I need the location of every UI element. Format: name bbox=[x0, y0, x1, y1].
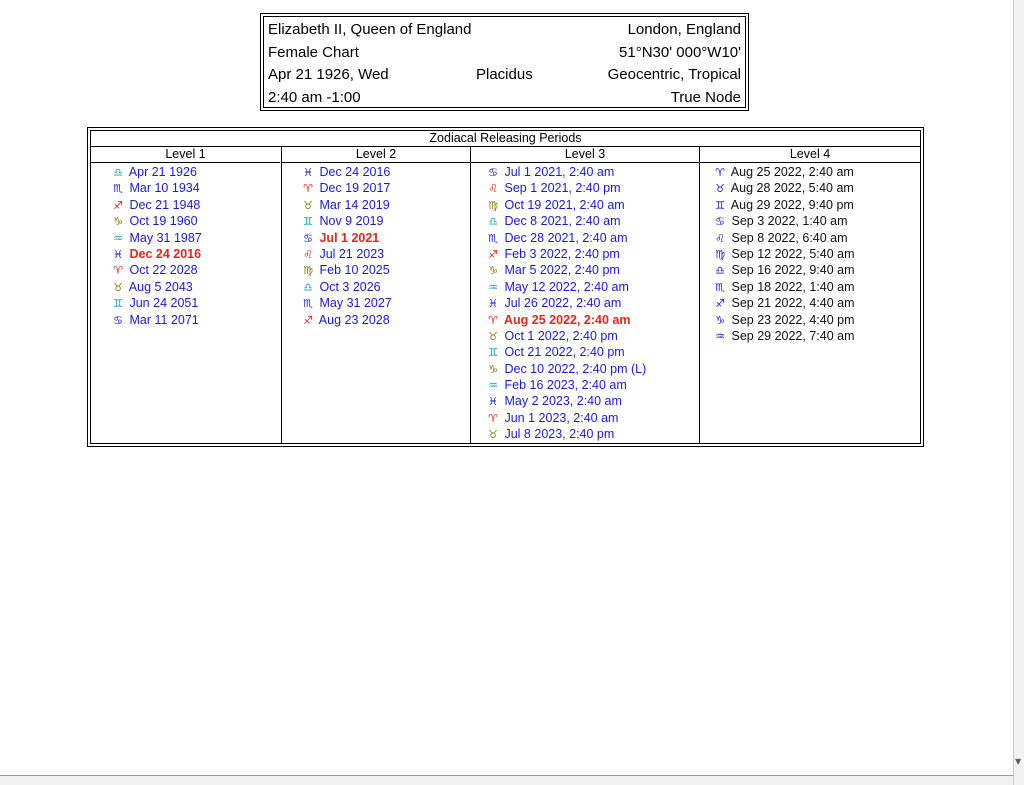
period-row bbox=[471, 426, 699, 442]
zodiac-sign-icon: ♉ bbox=[488, 329, 498, 343]
level-3-column bbox=[470, 147, 699, 443]
zodiac-type: Geocentric, Tropical bbox=[607, 66, 741, 83]
zodiac-sign-icon: ♌ bbox=[488, 182, 498, 196]
zodiac-sign-icon: ♍ bbox=[715, 247, 725, 261]
period-row bbox=[700, 295, 920, 311]
period-start-date: Dec 24 2016 bbox=[129, 246, 202, 261]
period-start-date: Feb 16 2023, 2:40 am bbox=[504, 378, 627, 393]
zodiac-sign-icon: ♋ bbox=[488, 166, 498, 179]
zodiac-sign-icon: ♎ bbox=[715, 264, 725, 278]
period-start-date: Jul 1 2021, 2:40 am bbox=[504, 165, 615, 179]
period-start-date: Jun 1 2023, 2:40 am bbox=[504, 410, 619, 425]
period-row bbox=[471, 197, 699, 213]
zodiac-sign-icon: ♐ bbox=[303, 313, 313, 327]
period-row bbox=[282, 295, 470, 311]
period-start-date: Mar 10 1934 bbox=[129, 181, 200, 196]
period-row bbox=[91, 262, 280, 278]
vertical-scrollbar[interactable] bbox=[1013, 0, 1024, 785]
level-2-header: Level 2 bbox=[282, 147, 470, 163]
zodiac-sign-icon: ♊ bbox=[303, 215, 313, 229]
period-start-date: Jul 8 2023, 2:40 pm bbox=[504, 427, 615, 442]
zodiac-sign-icon: ♉ bbox=[488, 428, 498, 442]
level-3-header: Level 3 bbox=[471, 147, 699, 163]
level-1-header: Level 1 bbox=[91, 147, 280, 163]
period-start-date: Sep 8 2022, 6:40 am bbox=[731, 230, 848, 245]
period-row bbox=[91, 213, 280, 229]
period-row bbox=[700, 246, 920, 262]
period-row bbox=[282, 262, 470, 278]
period-row bbox=[471, 246, 699, 262]
period-row bbox=[282, 164, 470, 180]
zodiac-sign-icon: ♊ bbox=[488, 346, 498, 360]
zodiac-sign-icon: ♈ bbox=[488, 411, 498, 425]
period-start-date: Oct 22 2028 bbox=[129, 263, 198, 278]
period-start-date: May 12 2022, 2:40 am bbox=[504, 279, 629, 294]
period-row bbox=[471, 213, 699, 229]
zodiac-sign-icon: ♉ bbox=[113, 280, 123, 294]
zodiac-sign-icon: ♋ bbox=[113, 313, 123, 327]
zodiac-sign-icon: ♏ bbox=[113, 182, 123, 196]
zodiac-sign-icon: ♓ bbox=[303, 166, 313, 179]
period-row bbox=[700, 197, 920, 213]
period-row bbox=[700, 262, 920, 278]
native-name: Elizabeth II, Queen of England bbox=[268, 21, 472, 38]
node-type: True Node bbox=[670, 89, 741, 106]
period-start-date: Sep 16 2022, 9:40 am bbox=[731, 263, 855, 278]
period-start-date: Aug 28 2022, 5:40 am bbox=[730, 181, 854, 196]
zodiac-sign-icon: ♓ bbox=[488, 297, 498, 311]
period-start-date: Oct 19 2021, 2:40 am bbox=[504, 197, 625, 212]
zodiac-sign-icon: ♑ bbox=[113, 215, 123, 229]
period-start-date: Nov 9 2019 bbox=[319, 214, 384, 229]
zodiac-sign-icon: ♍ bbox=[303, 264, 313, 278]
period-start-date: Sep 18 2022, 1:40 am bbox=[731, 279, 855, 294]
period-start-date: Aug 25 2022, 2:40 am bbox=[730, 165, 854, 179]
period-start-date: Dec 21 1948 bbox=[129, 197, 201, 212]
zodiac-sign-icon: ♐ bbox=[715, 297, 725, 311]
period-start-date: Sep 3 2022, 1:40 am bbox=[731, 214, 848, 229]
birth-time: 2:40 am -1:00 bbox=[268, 89, 361, 106]
period-row bbox=[471, 295, 699, 311]
zodiac-sign-icon: ♑ bbox=[488, 362, 498, 376]
period-start-date: Jul 21 2023 bbox=[319, 246, 385, 261]
period-start-date: Mar 14 2019 bbox=[319, 197, 390, 212]
coordinates: 51°N30' 000°W10' bbox=[619, 44, 741, 61]
period-start-date: May 31 2027 bbox=[319, 296, 392, 311]
header-row-4 bbox=[268, 87, 741, 109]
period-row bbox=[471, 164, 699, 180]
current-period-row bbox=[91, 246, 280, 262]
period-start-date: Dec 28 2021, 2:40 am bbox=[504, 230, 628, 245]
period-row bbox=[471, 180, 699, 196]
period-start-date: Oct 3 2026 bbox=[319, 279, 381, 294]
period-row bbox=[91, 230, 280, 246]
period-row bbox=[282, 197, 470, 213]
period-row bbox=[91, 180, 280, 196]
period-start-date: Dec 10 2022, 2:40 pm (L) bbox=[504, 361, 647, 376]
level-4-column bbox=[699, 147, 920, 443]
period-row bbox=[471, 393, 699, 409]
zodiac-sign-icon: ♋ bbox=[715, 215, 725, 229]
period-start-date: Dec 24 2016 bbox=[319, 165, 391, 179]
zodiac-sign-icon: ♊ bbox=[113, 297, 123, 311]
scroll-down-arrow-icon[interactable]: ▼ bbox=[1015, 757, 1022, 766]
zodiac-sign-icon: ♌ bbox=[715, 231, 725, 245]
period-row bbox=[91, 164, 280, 180]
zodiac-sign-icon: ♐ bbox=[113, 198, 123, 212]
period-start-date: Oct 21 2022, 2:40 pm bbox=[504, 345, 625, 360]
zodiac-sign-icon: ♒ bbox=[488, 280, 498, 294]
zodiac-sign-icon: ♏ bbox=[488, 231, 498, 245]
zodiac-sign-icon: ♉ bbox=[303, 198, 313, 212]
period-row bbox=[700, 230, 920, 246]
zodiac-sign-icon: ♒ bbox=[715, 329, 725, 343]
period-start-date: Sep 29 2022, 7:40 am bbox=[731, 328, 855, 343]
period-row bbox=[282, 246, 470, 262]
table-title: Zodiacal Releasing Periods bbox=[91, 131, 920, 147]
zodiac-sign-icon: ♒ bbox=[488, 379, 498, 393]
period-start-date: Jun 24 2051 bbox=[129, 296, 199, 311]
period-row bbox=[282, 312, 470, 328]
chart-header-box bbox=[260, 13, 749, 111]
zodiac-sign-icon: ♈ bbox=[715, 166, 725, 179]
chart-header-inner bbox=[263, 16, 746, 108]
period-start-date: Aug 5 2043 bbox=[128, 279, 193, 294]
zodiac-sign-icon: ♉ bbox=[715, 182, 725, 196]
zodiac-sign-icon: ♏ bbox=[715, 280, 725, 294]
period-row bbox=[471, 344, 699, 360]
period-row bbox=[282, 180, 470, 196]
zodiac-sign-icon: ♎ bbox=[113, 166, 123, 179]
house-system: Placidus bbox=[476, 66, 533, 83]
period-start-date: Feb 10 2025 bbox=[319, 263, 390, 278]
zodiac-sign-icon: ♋ bbox=[303, 231, 313, 245]
period-row bbox=[471, 262, 699, 278]
level-2-column bbox=[281, 147, 470, 443]
period-start-date: Aug 23 2028 bbox=[318, 312, 390, 327]
zodiac-sign-icon: ♏ bbox=[303, 297, 313, 311]
period-row bbox=[471, 230, 699, 246]
level-2-list bbox=[282, 163, 470, 328]
header-row-3 bbox=[268, 64, 741, 86]
period-row bbox=[91, 312, 280, 328]
level-1-list bbox=[91, 163, 280, 328]
period-start-date: Feb 3 2022, 2:40 pm bbox=[504, 246, 620, 261]
zodiac-sign-icon: ♑ bbox=[488, 264, 498, 278]
period-row bbox=[471, 361, 699, 377]
zodiac-sign-icon: ♈ bbox=[488, 313, 498, 327]
period-start-date: Dec 19 2017 bbox=[319, 181, 391, 196]
zodiac-sign-icon: ♍ bbox=[488, 198, 498, 212]
zodiacal-releasing-table bbox=[87, 127, 924, 447]
zodiac-sign-icon: ♓ bbox=[488, 395, 498, 409]
zodiac-sign-icon: ♓ bbox=[113, 247, 123, 261]
period-start-date: Sep 21 2022, 4:40 am bbox=[731, 296, 855, 311]
chart-type: Female Chart bbox=[268, 44, 359, 61]
period-start-date: Apr 21 1926 bbox=[128, 165, 197, 179]
period-start-date: Mar 11 2071 bbox=[129, 312, 199, 327]
zodiac-sign-icon: ♐ bbox=[488, 247, 498, 261]
period-start-date: Mar 5 2022, 2:40 pm bbox=[504, 263, 620, 278]
period-row bbox=[700, 279, 920, 295]
level-3-list bbox=[471, 163, 699, 443]
period-row bbox=[471, 328, 699, 344]
horizontal-scrollbar[interactable] bbox=[0, 775, 1013, 785]
period-row bbox=[91, 295, 280, 311]
birth-place: London, England bbox=[627, 21, 741, 38]
period-row bbox=[471, 410, 699, 426]
period-start-date: Jul 26 2022, 2:40 am bbox=[504, 296, 622, 311]
period-row bbox=[700, 164, 920, 180]
period-row bbox=[700, 180, 920, 196]
period-row bbox=[471, 377, 699, 393]
zodiac-sign-icon: ♌ bbox=[303, 247, 313, 261]
zodiac-sign-icon: ♎ bbox=[303, 280, 313, 294]
zodiac-sign-icon: ♊ bbox=[715, 198, 725, 212]
current-period-row bbox=[282, 230, 470, 246]
period-start-date: Dec 8 2021, 2:40 am bbox=[504, 214, 621, 229]
current-period-row bbox=[471, 312, 699, 328]
period-start-date: Sep 23 2022, 4:40 pm bbox=[731, 312, 855, 327]
birth-date: Apr 21 1926, Wed bbox=[268, 66, 389, 83]
period-row bbox=[282, 279, 470, 295]
period-start-date: Sep 12 2022, 5:40 am bbox=[731, 246, 855, 261]
zodiac-sign-icon: ♎ bbox=[488, 215, 498, 229]
period-row bbox=[700, 213, 920, 229]
period-start-date: Sep 1 2021, 2:40 pm bbox=[504, 181, 621, 196]
period-start-date: Jul 1 2021 bbox=[319, 230, 380, 245]
period-row bbox=[471, 279, 699, 295]
period-row bbox=[700, 312, 920, 328]
zodiac-sign-icon: ♑ bbox=[715, 313, 725, 327]
period-start-date: May 31 1987 bbox=[129, 230, 202, 245]
level-4-header: Level 4 bbox=[700, 147, 920, 163]
header-row-2 bbox=[268, 42, 741, 64]
level-1-column bbox=[91, 147, 280, 443]
zodiac-sign-icon: ♒ bbox=[113, 231, 123, 245]
period-row bbox=[282, 213, 470, 229]
zodiacal-releasing-inner bbox=[90, 130, 921, 444]
period-start-date: Aug 29 2022, 9:40 pm bbox=[730, 197, 854, 212]
period-row bbox=[700, 328, 920, 344]
period-start-date: Oct 19 1960 bbox=[129, 214, 198, 229]
zodiac-sign-icon: ♈ bbox=[303, 182, 313, 196]
level-4-list bbox=[700, 163, 920, 344]
period-start-date: May 2 2023, 2:40 am bbox=[504, 394, 622, 409]
header-row-1 bbox=[268, 19, 741, 41]
period-start-date: Aug 25 2022, 2:40 am bbox=[504, 312, 631, 327]
period-start-date: Oct 1 2022, 2:40 pm bbox=[504, 328, 618, 343]
period-row bbox=[91, 279, 280, 295]
zodiac-sign-icon: ♈ bbox=[113, 264, 123, 278]
period-row bbox=[91, 197, 280, 213]
